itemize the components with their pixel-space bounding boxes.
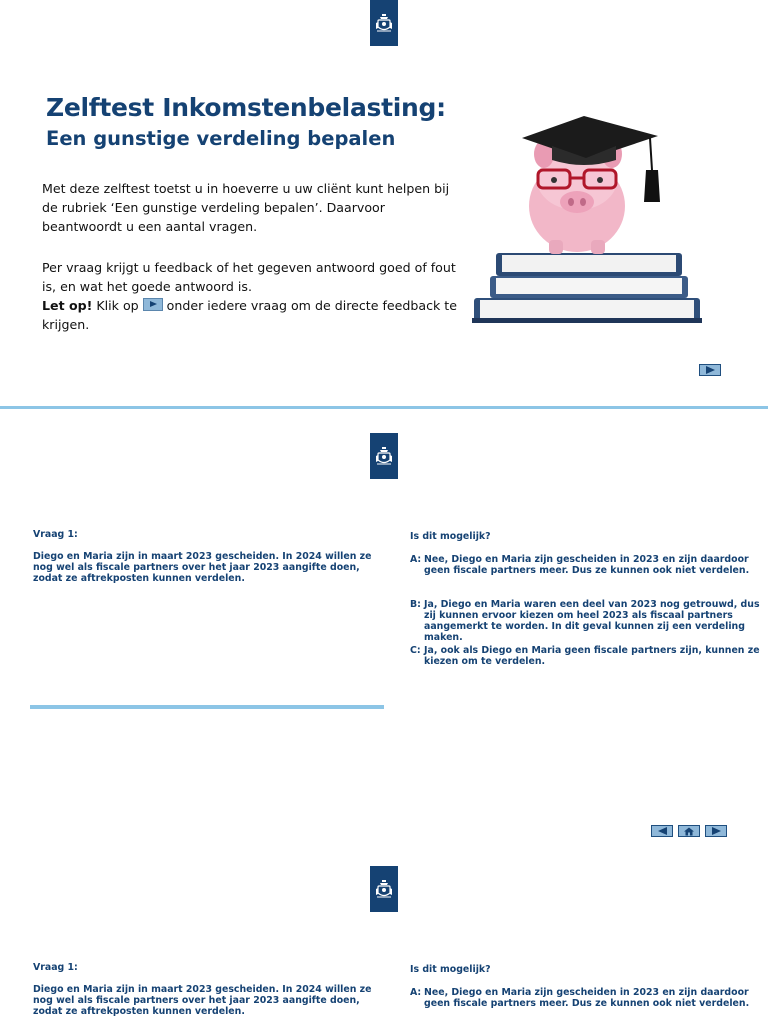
question-text: Diego en Maria zijn in maart 2023 gescheiden. In 2024 willen ze nog wel als fiscale partners over het jaar 2023 aangifte doen, zodat ze aftrekposten kunnen verdelen. bbox=[33, 984, 372, 1017]
play-left-icon bbox=[658, 827, 667, 835]
question-text: Diego en Maria zijn in maart 2023 gescheiden. In 2024 willen ze nog wel als fiscale partners over het jaar 2023 aangifte doen, zodat ze aftrekposten kunnen verdelen. bbox=[33, 551, 372, 584]
question-heading: Vraag 1: bbox=[33, 529, 78, 540]
piggy-bank-illustration bbox=[466, 108, 706, 330]
answer-text: Nee, Diego en Maria zijn gescheiden in 2023 en zijn daardoor geen fiscale partners meer. Dus ze kunnen ook niet verdelen. bbox=[424, 554, 750, 576]
note-text-before: Klik op bbox=[92, 298, 143, 313]
answer-letter: A: bbox=[410, 554, 422, 565]
home-button[interactable] bbox=[678, 825, 700, 837]
question-ask: Is dit mogelijk? bbox=[410, 531, 491, 542]
coat-of-arms-icon bbox=[374, 445, 394, 467]
answer-letter: B: bbox=[410, 599, 421, 610]
previous-button[interactable] bbox=[651, 825, 673, 837]
answer-text: Nee, Diego en Maria zijn gescheiden in 2023 en zijn daardoor geen fiscale partners meer. Dus ze kunnen ook niet verdelen. bbox=[424, 987, 750, 1009]
answer-option-b[interactable] bbox=[410, 599, 768, 643]
next-button[interactable] bbox=[699, 364, 721, 376]
play-icon bbox=[143, 298, 163, 311]
note-paragraph bbox=[42, 296, 462, 334]
answer-text: Ja, ook als Diego en Maria geen fiscale partners zijn, kunnen ze kiezen om te verdelen. bbox=[424, 645, 760, 667]
coat-of-arms-icon bbox=[374, 12, 394, 34]
feedback-paragraph: Per vraag krijgt u feedback of het gegeven antwoord goed of fout is, en wat het goede antwoord is. bbox=[42, 260, 456, 294]
next-button[interactable] bbox=[705, 825, 727, 837]
home-icon bbox=[683, 827, 695, 836]
answer-text: Ja, Diego en Maria waren een deel van 2023 nog getrouwd, dus zij kunnen ervoor kiezen om heel 2023 als fiscaal partners aangemerkt te worden. In dit geval kunnen zij een verdeling maken. bbox=[424, 599, 760, 643]
question-ask: Is dit mogelijk? bbox=[410, 964, 491, 975]
play-right-icon bbox=[706, 366, 715, 374]
note-text-after: onder iedere vraag om de directe feedback te krijgen. bbox=[42, 298, 457, 332]
answer-option-a[interactable] bbox=[410, 987, 768, 1009]
answer-option-c[interactable] bbox=[410, 645, 768, 667]
logo-icon bbox=[370, 433, 398, 479]
question-heading: Vraag 1: bbox=[33, 962, 78, 973]
answer-option-a[interactable] bbox=[410, 554, 768, 576]
logo-icon bbox=[370, 0, 398, 46]
page-title: Zelftest Inkomstenbelasting: bbox=[46, 93, 446, 122]
logo-icon bbox=[370, 866, 398, 912]
question-rule bbox=[30, 705, 384, 709]
intro-paragraph: Met deze zelftest toetst u in hoeverre u uw cliënt kunt helpen bij de rubriek ‘Een gunstige verdeling bepalen’. Daarvoor beantwoordt u een aantal vragen. bbox=[42, 181, 450, 234]
page-divider bbox=[0, 406, 768, 409]
note-label: Let op! bbox=[42, 298, 93, 313]
answer-letter: C: bbox=[410, 645, 421, 656]
page-subtitle: Een gunstige verdeling bepalen bbox=[46, 127, 396, 150]
coat-of-arms-icon bbox=[374, 878, 394, 900]
answer-letter: A: bbox=[410, 987, 422, 998]
play-right-icon bbox=[712, 827, 721, 835]
